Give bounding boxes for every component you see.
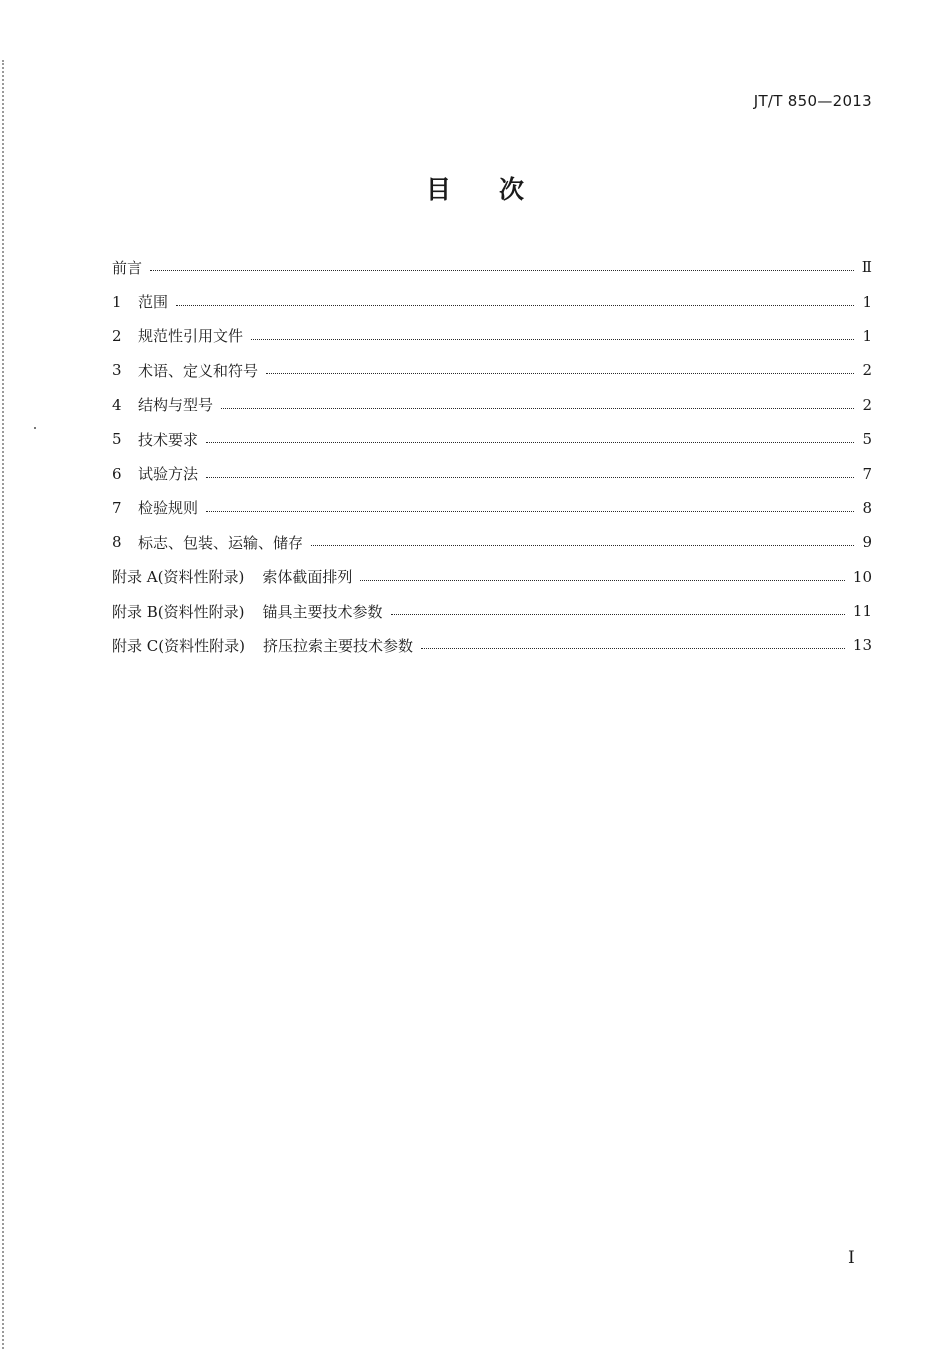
title-char-2: 次 [499, 175, 525, 204]
toc-leader [206, 510, 854, 512]
toc-page: 7 [862, 464, 872, 483]
appendix-title: 索体截面排列 [262, 568, 353, 587]
toc-num: 3 [112, 361, 122, 380]
toc-page: 13 [852, 636, 872, 655]
toc-label: 试验方法 [138, 465, 199, 484]
toc-row-3[interactable] [112, 353, 872, 387]
toc-num: 5 [112, 430, 122, 449]
toc-leader [221, 407, 854, 409]
toc-leader [360, 579, 845, 581]
page-number: I [848, 1248, 855, 1268]
toc-leader [251, 338, 854, 340]
toc-row-foreword[interactable] [112, 250, 872, 284]
toc-num: 1 [112, 292, 122, 311]
toc-label: 规范性引用文件 [138, 327, 244, 346]
toc-num: 2 [112, 326, 122, 345]
toc-row-6[interactable] [112, 456, 872, 490]
toc-page: Ⅱ [861, 258, 872, 277]
toc-page: 9 [862, 533, 872, 552]
appendix-title: 挤压拉索主要技术参数 [262, 636, 413, 655]
toc-label: 术语、定义和符号 [138, 361, 259, 380]
toc-page: 11 [852, 602, 872, 621]
toc-page: 2 [862, 361, 872, 380]
toc-label: 技术要求 [138, 430, 199, 449]
toc-page: 8 [862, 498, 872, 517]
toc-page: 5 [862, 430, 872, 449]
appendix-title: 锚具主要技术参数 [262, 602, 383, 621]
toc-leader [206, 441, 854, 443]
toc-leader [421, 647, 845, 649]
toc-page: 1 [862, 292, 872, 311]
toc-leader [311, 544, 854, 546]
toc-leader [391, 613, 845, 615]
appendix-label: 附录 A(资料性附录) [112, 568, 245, 587]
toc-num: 7 [112, 498, 122, 517]
toc-leader [266, 372, 854, 374]
binding-dotted-line [2, 60, 4, 1349]
scan-speck [34, 427, 36, 429]
toc-page: 2 [862, 395, 872, 414]
table-of-contents [112, 250, 872, 663]
appendix-label: 附录 C(资料性附录) [112, 636, 245, 655]
toc-label: 结构与型号 [138, 396, 214, 415]
toc-leader [150, 269, 854, 271]
toc-num: 8 [112, 533, 122, 552]
toc-row-4[interactable] [112, 388, 872, 422]
appendix-label: 附录 B(资料性附录) [112, 602, 245, 621]
toc-leader [206, 476, 854, 478]
page-title [0, 170, 950, 206]
toc-row-2[interactable] [112, 319, 872, 353]
toc-row-5[interactable] [112, 422, 872, 456]
toc-row-appendix-a[interactable] [112, 560, 872, 594]
title-char-1: 目 [425, 175, 451, 204]
toc-page: 10 [852, 567, 872, 586]
toc-row-1[interactable] [112, 284, 872, 318]
toc-row-appendix-c[interactable] [112, 628, 872, 662]
toc-label: 标志、包装、运输、储存 [138, 533, 304, 552]
toc-row-appendix-b[interactable] [112, 594, 872, 628]
toc-label: 前言 [112, 258, 143, 277]
toc-row-8[interactable] [112, 525, 872, 559]
toc-page: 1 [862, 326, 872, 345]
toc-label: 范围 [138, 293, 169, 312]
toc-num: 6 [112, 464, 122, 483]
toc-leader [176, 304, 854, 306]
toc-num: 4 [112, 395, 122, 414]
standard-code: JT/T 850—2013 [753, 92, 872, 110]
toc-label: 检验规则 [138, 499, 199, 518]
toc-row-7[interactable] [112, 491, 872, 525]
